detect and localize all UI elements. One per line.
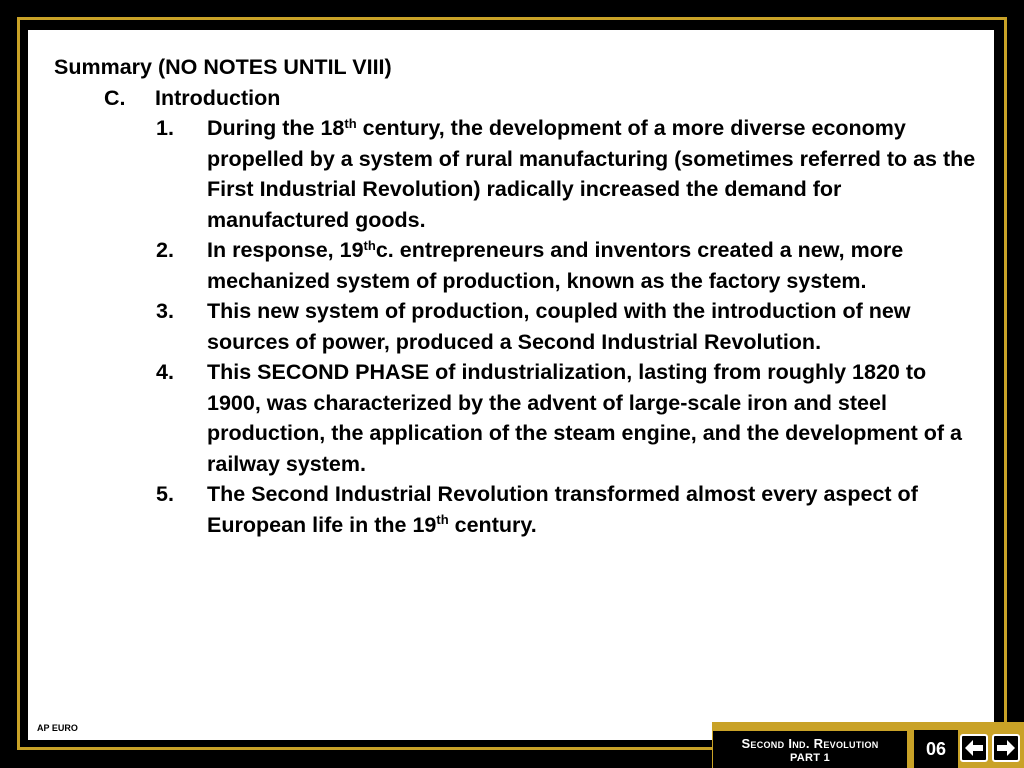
list-item [156, 113, 984, 235]
item-text: In response, 19thc. entrepreneurs and inventors created a new, more mechanized system of production, known as the factory system. [207, 237, 904, 293]
item-number: 3. [156, 299, 174, 323]
list-item [156, 357, 984, 479]
next-slide-button[interactable] [992, 734, 1020, 762]
footer-title-line2: PART 1 [789, 752, 831, 764]
arrow-right-icon [997, 740, 1015, 756]
slide-body [28, 30, 994, 740]
point-list [156, 113, 984, 540]
item-text: The Second Industrial Revolution transformed almost every aspect of European life in the 19th century. [207, 482, 918, 537]
prev-slide-button[interactable] [960, 734, 988, 762]
item-number: 2. [156, 238, 174, 262]
list-item [156, 296, 984, 357]
footer-title [712, 730, 908, 768]
item-number: 5. [156, 482, 174, 506]
item-text: This new system of production, coupled with the introduction of new sources of power, produced a Second Industrial Revolution. [207, 299, 911, 354]
item-text: This SECOND PHASE of industrialization, lasting from roughly 1820 to 1900, was characterized by the advent of large-scale iron and steel production, the application of the steam engine, and the development of a railway system. [207, 360, 962, 476]
course-label: AP EURO [37, 723, 78, 733]
arrow-left-icon [965, 740, 983, 756]
item-text: During the 18th century, the development of a more diverse economy propelled by a system of rural manufacturing (sometimes referred to as the First Industrial Revolution) radically increased the demand for manufactured goods. [207, 115, 976, 232]
list-item [156, 235, 984, 296]
item-number: 1. [156, 116, 174, 140]
slide-heading: Summary (NO NOTES UNTIL VIII) [54, 55, 392, 79]
section-c [104, 83, 984, 114]
slide-content [54, 52, 984, 540]
section-label: C. [104, 85, 126, 110]
footer-title-line1: Second Ind. Revolution [741, 736, 879, 751]
item-number: 4. [156, 360, 174, 384]
list-item [156, 479, 984, 540]
slide-number: 06 [914, 730, 958, 768]
section-title: Introduction [155, 85, 281, 110]
